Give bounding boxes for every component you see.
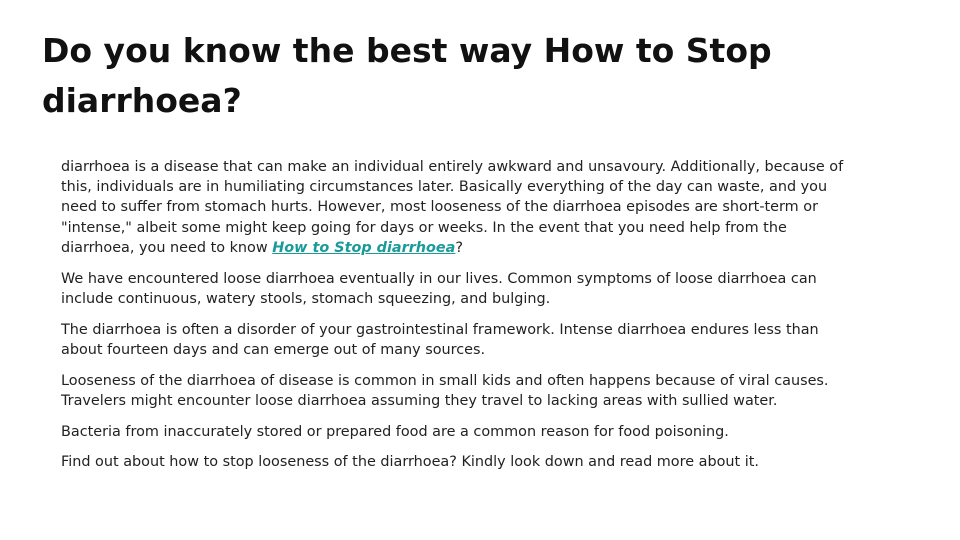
- article-body: [61, 157, 861, 483]
- page-title: Do you know the best way How to Stop diarrhoea?: [42, 31, 772, 120]
- paragraph-causes: Looseness of the diarrhoea of disease is common in small kids and often happens because of viral causes. Travelers might encounter loose diarrhoea assuming they travel to lacking areas with sullied water.: [61, 372, 829, 409]
- paragraph-symptoms: We have encountered loose diarrhoea eventually in our lives. Common symptoms of loose diarrhoea can include continuous, watery stools, stomach squeezing, and bulging.: [61, 270, 817, 307]
- paragraph-closing: Find out about how to stop looseness of the diarrhoea? Kindly look down and read more about it.: [61, 454, 759, 471]
- paragraph-intro-text: diarrhoea is a disease that can make an individual entirely awkward and unsavoury. Additionally, because of this, individuals are in humiliating circumstances later. Basically everything of the day can waste, and you need to suffer from stomach hurts. However, most looseness of the diarrhoea episodes are short-term or "intense," albeit some might keep going for days or weeks. In the event that you need help from the diarrhoea, you need to know: [61, 159, 844, 256]
- paragraph-bacteria: Bacteria from inaccurately stored or prepared food are a common reason for food poisoning.: [61, 423, 729, 440]
- how-to-stop-diarrhoea-link[interactable]: How to Stop diarrhoea: [272, 239, 456, 256]
- paragraph-disorder: The diarrhoea is often a disorder of your gastrointestinal framework. Intense diarrhoea endures less than about fourteen days and can emerge out of many sources.: [61, 321, 819, 358]
- paragraph-intro-end: ?: [455, 239, 464, 256]
- paragraph-intro: [61, 157, 861, 258]
